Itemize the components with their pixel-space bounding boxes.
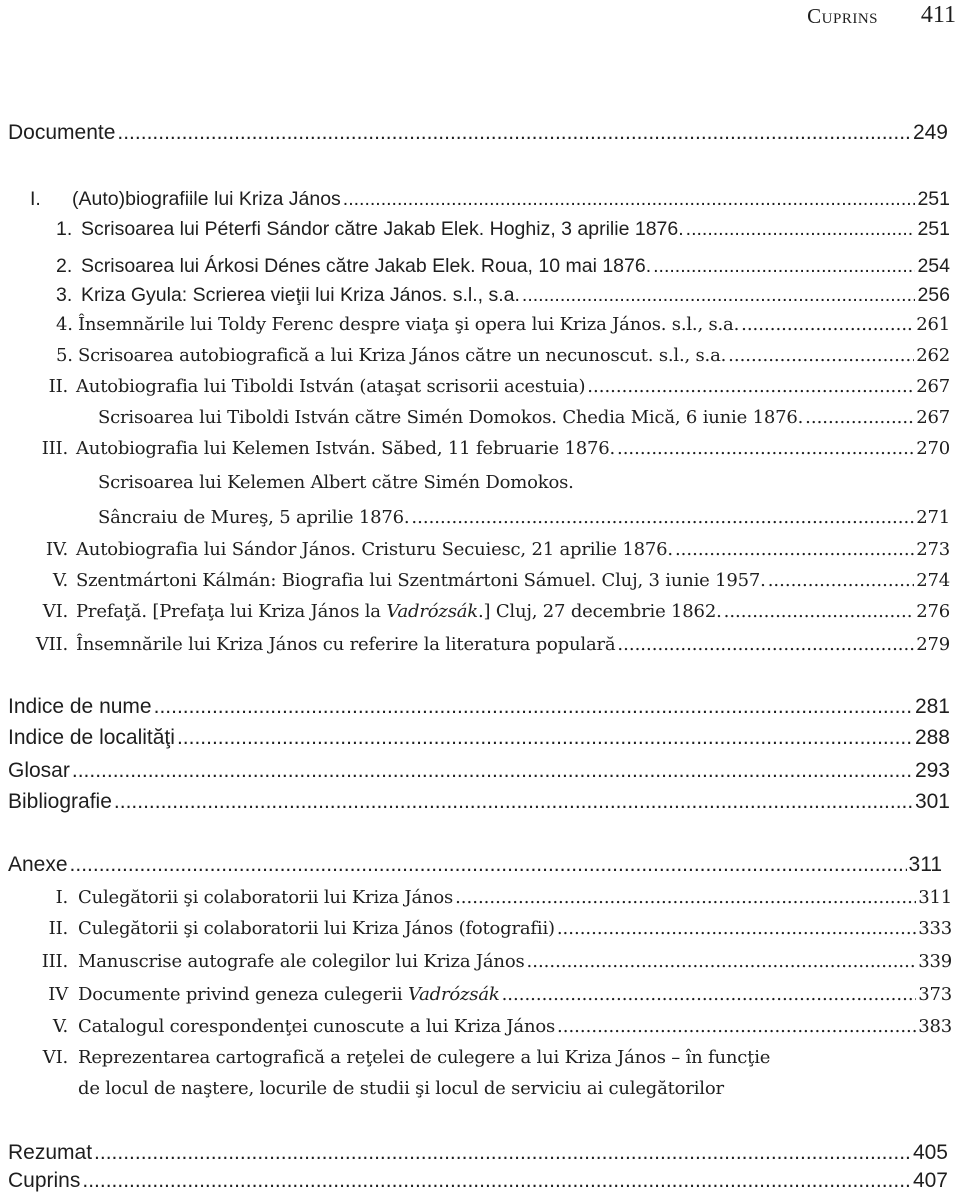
toc-entry-page: 333 (918, 918, 952, 939)
toc-entry-number: I. (55, 887, 68, 908)
toc-entry-label: Glosar (8, 759, 70, 782)
toc-entry-label: Autobiografia lui Tiboldi István (ataşat scrisorii acestuia) (76, 376, 586, 397)
leader-dots (805, 403, 914, 433)
toc-entry-page: 270 (916, 438, 950, 459)
toc-entry-number: I. (30, 188, 41, 210)
toc-entry-label: Indice de nume (8, 695, 152, 718)
toc-entry-anexa-ii[interactable] (20, 914, 952, 944)
toc-entry-anexa-iii[interactable] (20, 947, 952, 977)
toc-entry-page: 273 (916, 539, 950, 560)
leader-dots (675, 535, 914, 565)
toc-entry-cuprins[interactable] (8, 1166, 948, 1196)
toc-entry-page: 407 (912, 1169, 948, 1192)
toc-entry-label: Scrisoarea autobiografică a lui Kriza János către un necunoscut. s.l., s.a. (78, 345, 727, 366)
toc-entry-page: 256 (917, 284, 950, 306)
leader-dots (94, 1138, 911, 1168)
toc-entry-label: (Auto)biografiile lui Kriza János (72, 188, 341, 210)
leader-dots (522, 280, 916, 310)
toc-entry-label (78, 980, 500, 1010)
toc-entry-number: II. (48, 376, 68, 397)
toc-entry-page: 279 (916, 634, 950, 655)
leader-dots (686, 214, 916, 244)
toc-entry-label: Documente (8, 121, 116, 144)
leader-dots (114, 787, 913, 817)
leader-dots (82, 1166, 911, 1196)
toc-entry-label-part: .] Cluj, 27 decembrie 1862. (477, 601, 722, 622)
toc-entry-label: Manuscrise autografe ale colegilor lui Kriza János (78, 951, 525, 972)
toc-entry-page: 339 (918, 951, 952, 972)
toc-entry-label: Rezumat (8, 1141, 93, 1164)
toc-entry-glosar[interactable] (8, 756, 950, 786)
toc-entry-sub-2[interactable] (56, 251, 950, 281)
toc-entry-label: Culegătorii şi colaboratorii lui Kriza János (fotografii) (78, 918, 555, 939)
leader-dots (343, 184, 916, 214)
toc-entry-label: Scrisoarea lui Péterfi Sándor către Jakab Elek. Hoghiz, 3 aprilie 1876. (81, 218, 684, 240)
toc-entry-sub-5[interactable] (56, 341, 950, 371)
toc-entry-label: Autobiografia lui Sándor János. Cristuru Secuiesc, 21 aprilie 1876. (76, 539, 673, 560)
toc-entry-number: IV (48, 984, 68, 1005)
toc-entry-label: Scrisoarea lui Kelemen Albert către Simén Domokos. (98, 472, 574, 493)
toc-entry-number: 2. (56, 255, 73, 277)
leader-dots (587, 372, 914, 402)
toc-entry-page: 262 (916, 345, 950, 366)
book-title-vadrozsak: Vadrózsák (386, 601, 478, 622)
toc-entry-label: Catalogul corespondenţei cunoscute a lui Kriza János (78, 1016, 556, 1037)
toc-entry-page: 383 (918, 1016, 952, 1037)
running-header-title: Cuprins (807, 4, 878, 28)
leader-dots (527, 947, 917, 977)
toc-entry-page: 405 (912, 1141, 948, 1164)
toc-entry-page: 251 (917, 188, 950, 210)
toc-entry-number: 3. (56, 284, 73, 306)
toc-entry-anexa-vi[interactable] (20, 1043, 952, 1073)
toc-entry-number: IV. (45, 539, 68, 560)
toc-entry-page: 281 (914, 695, 950, 718)
leader-dots (72, 756, 913, 786)
toc-entry-number: 5. (56, 345, 73, 366)
toc-entry-number: V. (52, 570, 68, 591)
leader-dots (557, 914, 916, 944)
toc-entry-sub-3[interactable] (56, 280, 950, 310)
leader-dots (741, 310, 914, 340)
toc-entry-number: 1. (56, 218, 73, 240)
toc-entry-number: VII. (35, 634, 68, 655)
toc-entry-label: Cuprins (8, 1169, 81, 1192)
toc-entry-page: 261 (916, 314, 950, 335)
toc-entry-label: de locul de naştere, locurile de studii şi locul de serviciu ai culegătorilor (78, 1078, 724, 1099)
toc-entry-label: Scrisoarea lui Tiboldi István către Simén Domokos. Chedia Mică, 6 iunie 1876. (98, 407, 804, 428)
toc-entry-documente[interactable] (8, 118, 948, 148)
leader-dots (455, 883, 916, 913)
toc-entry-anexa-vi-line2[interactable] (78, 1074, 952, 1104)
leader-dots (728, 341, 914, 371)
toc-entry-page: 267 (916, 407, 950, 428)
toc-entry-label: Anexe (8, 853, 68, 876)
toc-entry-ii-sub[interactable] (98, 403, 950, 433)
toc-entry-auto-i[interactable] (30, 184, 950, 214)
page-number: 411 (920, 2, 956, 28)
leader-dots (617, 434, 914, 464)
toc-entry-iii-sub-line1[interactable] (98, 468, 950, 498)
toc-entry-label: Sâncraiu de Mureş, 5 aprilie 1876. (98, 507, 410, 528)
toc-entry-page: 311 (918, 887, 952, 908)
toc-entry-number: II. (48, 918, 68, 939)
toc-entry-label: Bibliografie (8, 790, 112, 813)
toc-entry-number: VI. (42, 601, 68, 622)
toc-entry-indice-nume[interactable] (8, 692, 950, 722)
toc-entry-label: Însemnările lui Toldy Ferenc despre viaţa şi opera lui Kriza János. s.l., s.a. (78, 314, 740, 335)
toc-entry-page: 254 (917, 255, 950, 277)
toc-entry-vii[interactable] (30, 630, 950, 660)
toc-entry-label: Însemnările lui Kriza János cu referire la literatura populară (76, 634, 616, 655)
toc-entry-number: VI. (42, 1047, 68, 1068)
toc-entry-page: 373 (918, 984, 952, 1005)
leader-dots (177, 723, 913, 753)
toc-entry-anexe[interactable] (8, 850, 942, 880)
leader-dots (617, 630, 914, 660)
leader-dots (70, 850, 907, 880)
toc-entry-label: Kriza Gyula: Scrierea vieţii lui Kriza János. s.l., s.a. (81, 284, 520, 306)
toc-entry-iii-sub-line2[interactable] (98, 503, 950, 533)
leader-dots (502, 980, 917, 1010)
toc-entry-label: Indice de localităţi (8, 726, 175, 749)
toc-entry-label: Autobiografia lui Kelemen István. Săbed, 11 februarie 1876. (76, 438, 615, 459)
toc-entry-label: Szentmártoni Kálmán: Biografia lui Szentmártoni Sámuel. Cluj, 3 iunie 1957. (76, 570, 766, 591)
toc-entry-sub-1[interactable] (56, 214, 950, 244)
toc-entry-page: 267 (916, 376, 950, 397)
toc-entry-number: V. (52, 1016, 68, 1037)
leader-dots (768, 566, 915, 596)
toc-entry-iv[interactable] (30, 535, 950, 565)
toc-entry-number: III. (41, 438, 68, 459)
toc-entry-number: 4. (56, 314, 73, 335)
toc-entry-page: 293 (914, 759, 950, 782)
toc-entry-label (76, 597, 722, 627)
toc-entry-page: 271 (916, 507, 950, 528)
toc-entry-page: 301 (914, 790, 950, 813)
book-title-vadrozsak: Vadrózsák (407, 984, 500, 1005)
leader-dots (653, 251, 915, 281)
toc-entry-ii[interactable] (30, 372, 950, 402)
toc-entry-label: Reprezentarea cartografică a reţelei de culegere a lui Kriza János – în funcţie (78, 1047, 771, 1068)
toc-entry-label: Culegătorii şi colaboratorii lui Kriza János (78, 887, 454, 908)
toc-entry-label: Scrisoarea lui Árkosi Dénes către Jakab Elek. Roua, 10 mai 1876. (81, 255, 652, 277)
toc-entry-page: 288 (914, 726, 950, 749)
toc-entry-page: 311 (908, 853, 942, 876)
toc-entry-bibliografie[interactable] (8, 787, 950, 817)
toc-entry-label-part: Documente privind geneza culegerii (78, 984, 408, 1005)
toc-entry-label-part: Prefaţă. [Prefaţa lui Kriza János la (76, 601, 387, 622)
leader-dots (557, 1012, 916, 1042)
toc-entry-page: 276 (916, 601, 950, 622)
toc-entry-anexa-v[interactable] (20, 1012, 952, 1042)
toc-entry-sub-4[interactable] (56, 310, 950, 340)
toc-entry-number: III. (41, 951, 68, 972)
toc-entry-rezumat[interactable] (8, 1138, 948, 1168)
leader-dots (154, 692, 913, 722)
toc-entry-vi[interactable] (30, 597, 950, 627)
toc-entry-indice-localitati[interactable] (8, 723, 950, 753)
toc-entry-anexa-i[interactable] (20, 883, 952, 913)
toc-entry-iii[interactable] (30, 434, 950, 464)
toc-entry-anexa-iv[interactable] (20, 980, 952, 1010)
toc-entry-page: 249 (912, 121, 948, 144)
leader-dots (411, 503, 914, 533)
toc-entry-page: 274 (916, 570, 950, 591)
running-header (0, 0, 960, 36)
leader-dots (724, 597, 915, 627)
toc-entry-page: 251 (917, 218, 950, 240)
leader-dots (117, 118, 911, 148)
toc-entry-v[interactable] (30, 566, 950, 596)
